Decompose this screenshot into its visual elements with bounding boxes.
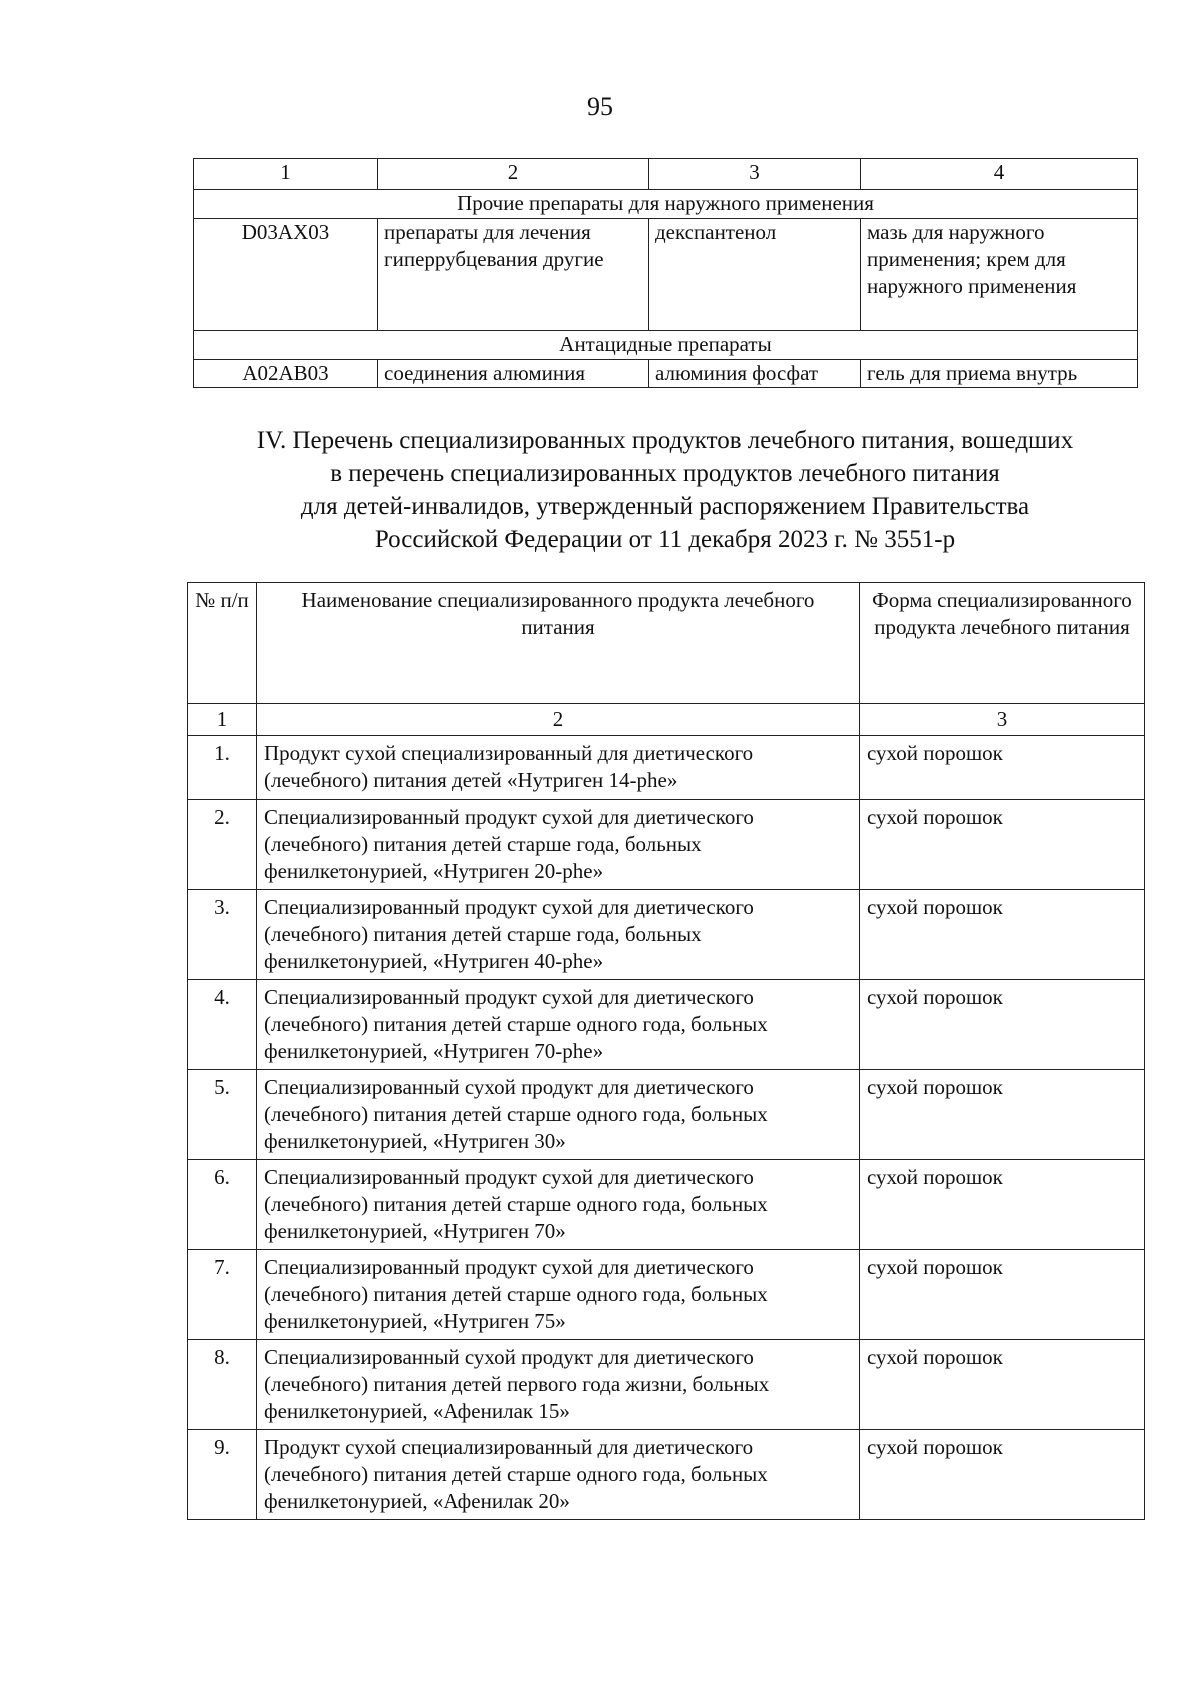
product-form: сухой порошок <box>860 890 1145 980</box>
row-number: 9. <box>188 1430 257 1520</box>
table2-header-row <box>188 583 1145 704</box>
row-number: 3. <box>188 890 257 980</box>
atc-code: D03AX03 <box>194 219 378 331</box>
atc-code: A02AB03 <box>194 360 378 388</box>
pharmacological-group: соединения алюминия <box>378 360 649 388</box>
product-name: Специализированный сухой продукт для диетического (лечебного) питания детей старше одного года, больных фенилкетонурией, «Нутриген 30» <box>257 1070 860 1160</box>
column-number: 2 <box>378 159 649 190</box>
column-number: 4 <box>861 159 1138 190</box>
dosage-form: мазь для наружного применения; крем для наружного применения <box>861 219 1138 331</box>
header-num: № п/п <box>188 583 257 704</box>
column-number: 1 <box>194 159 378 190</box>
heading-line: IV. Перечень специализированных продуктов лечебного питания, вошедших <box>256 427 1074 454</box>
product-form: сухой порошок <box>860 980 1145 1070</box>
column-number: 3 <box>649 159 861 190</box>
table-row <box>188 1160 1145 1250</box>
row-number: 2. <box>188 800 257 890</box>
row-number: 8. <box>188 1340 257 1430</box>
product-form: сухой порошок <box>860 1070 1145 1160</box>
product-name: Продукт сухой специализированный для диетического (лечебного) питания детей старше одного года, больных фенилкетонурией, «Афенилак 20» <box>257 1430 860 1520</box>
product-form: сухой порошок <box>860 736 1145 800</box>
table-row <box>188 800 1145 890</box>
row-number: 7. <box>188 1250 257 1340</box>
row-number: 6. <box>188 1160 257 1250</box>
table-row <box>188 890 1145 980</box>
products-table <box>187 582 1145 1520</box>
heading-line: Российской Федерации от 11 декабря 2023 г. № 3551-р <box>374 526 956 553</box>
product-form: сухой порошок <box>860 1340 1145 1430</box>
table-row <box>188 1340 1145 1430</box>
row-number: 5. <box>188 1070 257 1160</box>
column-number: 1 <box>188 704 257 736</box>
product-name: Специализированный продукт сухой для диетического (лечебного) питания детей старше одного года, больных фенилкетонурией, «Нутриген 75» <box>257 1250 860 1340</box>
section-heading <box>180 424 1150 556</box>
column-number: 3 <box>860 704 1145 736</box>
product-name: Специализированный продукт сухой для диетического (лечебного) питания детей старше одного года, больных фенилкетонурией, «Нутриген 70-phe» <box>257 980 860 1070</box>
table-row <box>194 219 1138 331</box>
heading-line: в перечень специализированных продуктов лечебного питания <box>330 460 1000 487</box>
header-form: Форма специализированного продукта лечебного питания <box>860 583 1145 704</box>
atc-drug-table <box>193 158 1138 388</box>
table-row <box>194 360 1138 388</box>
product-name: Специализированный продукт сухой для диетического (лечебного) питания детей старше года, больных фенилкетонурией, «Нутриген 40-phe» <box>257 890 860 980</box>
product-form: сухой порошок <box>860 1160 1145 1250</box>
product-form: сухой порошок <box>860 1430 1145 1520</box>
table2-column-number-row <box>188 704 1145 736</box>
table1-column-number-row <box>194 159 1138 190</box>
product-form: сухой порошок <box>860 800 1145 890</box>
page-number: 95 <box>587 92 613 121</box>
group-title: Прочие препараты для наружного применения <box>194 190 1138 219</box>
product-name: Продукт сухой специализированный для диетического (лечебного) питания детей «Нутриген 14-phe» <box>257 736 860 800</box>
group-header-row <box>194 190 1138 219</box>
group-title: Антацидные препараты <box>194 331 1138 360</box>
table-row <box>188 736 1145 800</box>
drug-name: алюминия фосфат <box>649 360 861 388</box>
product-name: Специализированный сухой продукт для диетического (лечебного) питания детей первого года жизни, больных фенилкетонурией, «Афенилак 15» <box>257 1340 860 1430</box>
row-number: 4. <box>188 980 257 1070</box>
pharmacological-group: препараты для лечения гиперрубцевания другие <box>378 219 649 331</box>
product-name: Специализированный продукт сухой для диетического (лечебного) питания детей старше года, больных фенилкетонурией, «Нутриген 20-phe» <box>257 800 860 890</box>
table-row <box>188 1070 1145 1160</box>
heading-line: для детей-инвалидов, утвержденный распоряжением Правительства <box>300 493 1030 520</box>
dosage-form: гель для приема внутрь <box>861 360 1138 388</box>
table-row <box>188 980 1145 1070</box>
drug-name: декспантенол <box>649 219 861 331</box>
header-name: Наименование специализированного продукта лечебного питания <box>257 583 860 704</box>
product-form: сухой порошок <box>860 1250 1145 1340</box>
row-number: 1. <box>188 736 257 800</box>
column-number: 2 <box>257 704 860 736</box>
table-row <box>188 1430 1145 1520</box>
product-name: Специализированный продукт сухой для диетического (лечебного) питания детей старше одного года, больных фенилкетонурией, «Нутриген 70» <box>257 1160 860 1250</box>
table-row <box>188 1250 1145 1340</box>
group-header-row <box>194 331 1138 360</box>
